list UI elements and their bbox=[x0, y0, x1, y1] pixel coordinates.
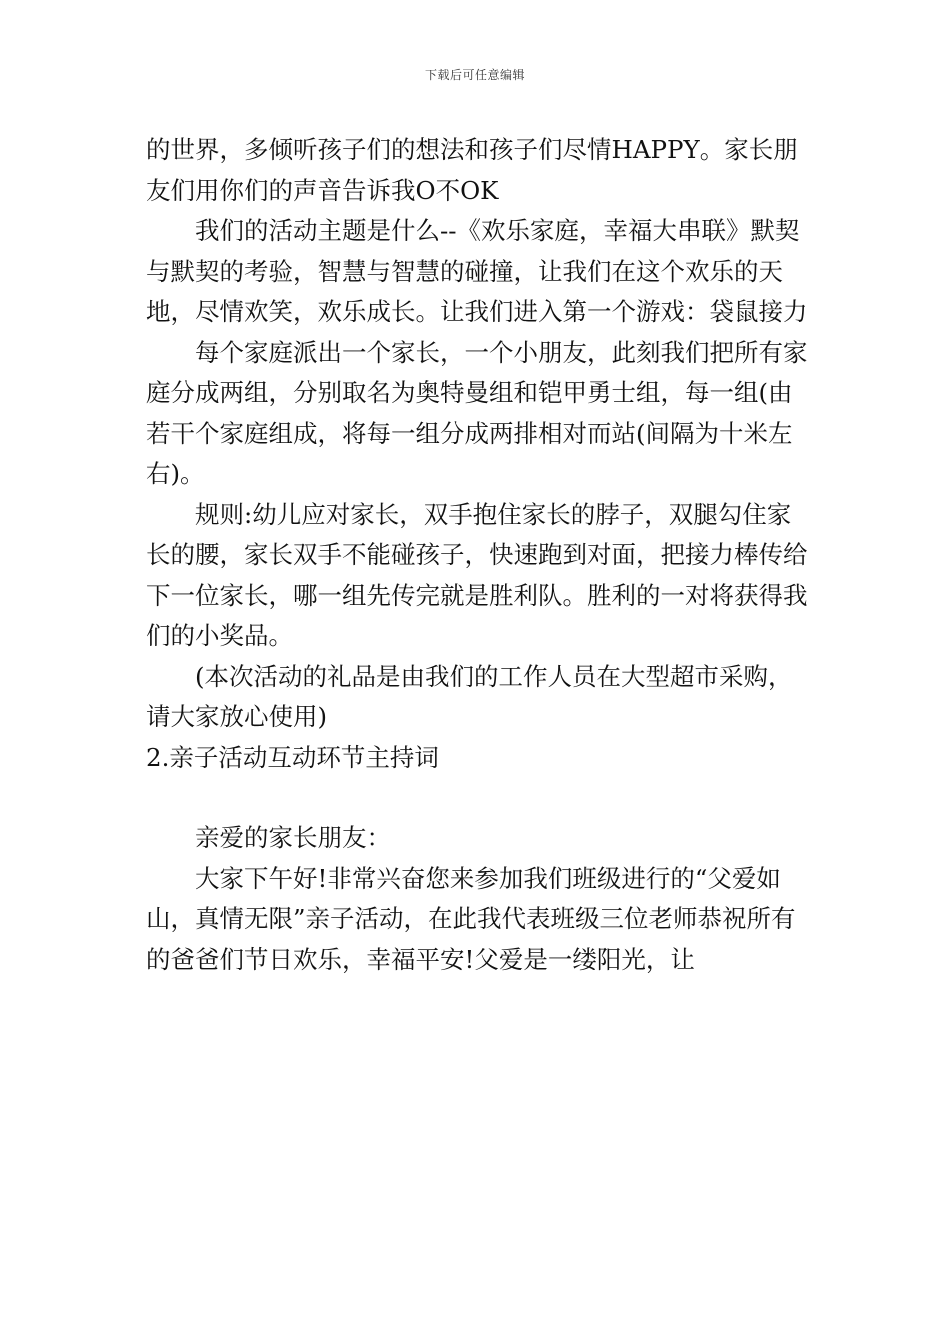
paragraph-greeting: 大家下午好!非常兴奋您来参加我们班级进行的“父爱如山，真情无限”亲子活动，在此我代表班级三位老师恭祝所有的爸爸们节日欢乐，幸福平安!父爱是一缕阳光，让 bbox=[146, 863, 796, 974]
section-heading: 2.亲子活动互动环节主持词 bbox=[146, 742, 439, 772]
paragraph-rules: 规则:幼儿应对家长，双手抱住家长的脖子，双腿勾住家长的腰，家长双手不能碰孩子，快速跑到对面，把接力棒传给下一位家长，哪一组先传完就是胜利队。胜利的一对将获得我们的小奖品。 bbox=[146, 499, 808, 650]
page-header-note: 下载后可任意编辑 bbox=[424, 68, 525, 82]
document-body bbox=[146, 130, 810, 980]
salutation: 亲爱的家长朋友： bbox=[195, 823, 391, 852]
paragraph-activity-theme: 我们的活动主题是什么--《欢乐家庭，幸福大串联》默契与默契的考验，智慧与智慧的碰撞，让我们在这个欢乐的天地，尽情欢笑，欢乐成长。让我们进入第一个游戏：袋鼠接力 bbox=[146, 216, 808, 326]
paragraph-continued: 的世界，多倾听孩子们的想法和孩子们尽情HAPPY。家长朋友们用你们的声音告诉我O不OK bbox=[146, 135, 798, 205]
paragraph-gift-note: (本次活动的礼品是由我们的工作人员在大型超市采购，请大家放心使用) bbox=[146, 661, 793, 731]
paragraph-grouping: 每个家庭派出一个家长，一个小朋友，此刻我们把所有家庭分成两组，分别取名为奥特曼组和铠甲勇士组，每一组(由若干个家庭组成，将每一组分成两排相对而站(间隔为十米左右)。 bbox=[146, 337, 808, 488]
blank-line bbox=[146, 778, 810, 818]
